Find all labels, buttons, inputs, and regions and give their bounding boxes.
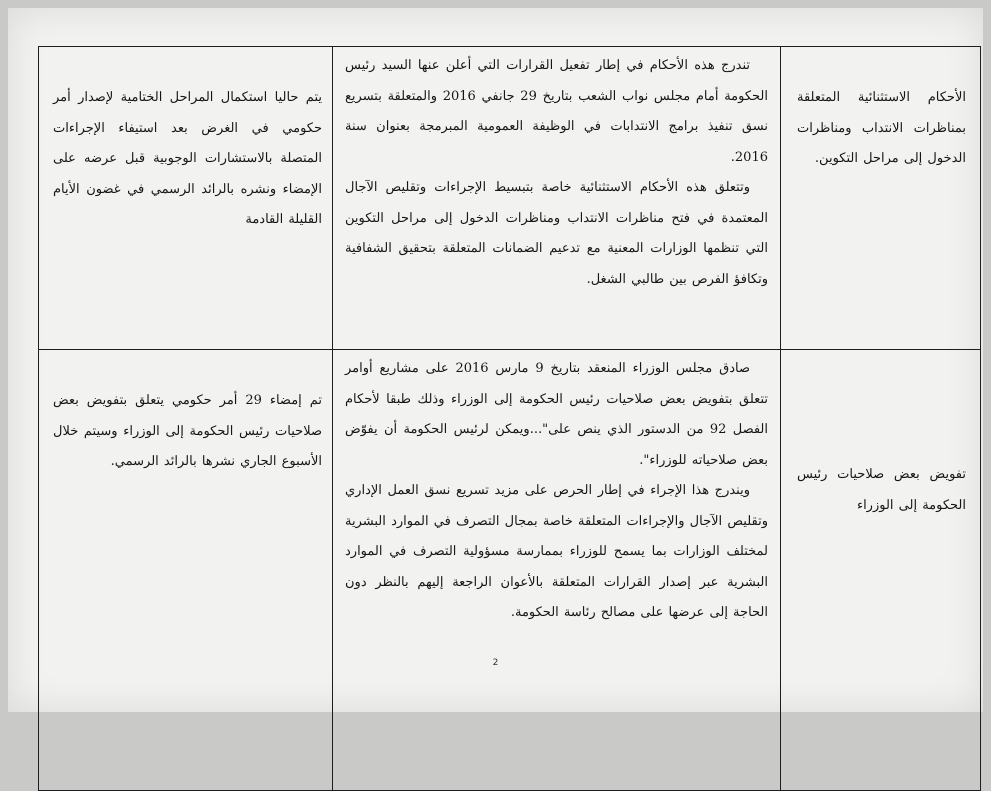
measure-paragraph: صادق مجلس الوزراء المنعقد بتاريخ 9 مارس 2016 على مشاريع أوامر تتعلق بتفويض بعض صلاحيات رئيس الحكومة إلى الوزراء وذلك طبقا لأحكام الفصل 92 من الدستور الذي ينص على"...ويمكن لرئيس الحكومة أن يفوّض بعض صلاحياته للوزراء".: [345, 361, 768, 468]
measures-table: [38, 46, 981, 791]
measure-content-cell: [333, 47, 781, 350]
page-number: 2: [492, 658, 499, 668]
measure-status-cell: [39, 350, 333, 791]
measure-status-cell: [39, 47, 333, 350]
table-row: [39, 47, 981, 350]
document-page: [8, 8, 983, 712]
measure-paragraph: وتتعلق هذه الأحكام الاستثنائية خاصة بتبسيط الإجراءات وتقليص الآجال المعتمدة في فتح مناظرات الانتداب ومناظرات الدخول إلى مراحل التكوين التي تنظمها الوزارات المعنية مع تدعيم الضمانات المتعلقة بتحقيق الشفافية وتكافؤ الفرص بين طالبي الشغل.: [345, 180, 768, 287]
measure-status: تم إمضاء 29 أمر حكومي يتعلق بتفويض بعض صلاحيات رئيس الحكومة إلى الوزراء وسيتم خلال الأسبوع الجاري نشرها بالرائد الرسمي.: [53, 393, 322, 469]
measure-status: يتم حاليا استكمال المراحل الختامية لإصدار أمر حكومي في الغرض بعد استيفاء الإجراءات المتصلة بالاستشارات الوجوبية قبل عرضه على الإمضاء ونشره بالرائد الرسمي في غضون الأيام القليلة القادمة: [53, 90, 322, 227]
measure-content-cell: [333, 350, 781, 791]
table-row: [39, 350, 981, 791]
measure-topic-cell: [781, 47, 981, 350]
measure-topic: الأحكام الاستثنائية المتعلقة بمناظرات الانتداب ومناظرات الدخول إلى مراحل التكوين.: [797, 90, 966, 166]
measure-paragraph: ويندرج هذا الإجراء في إطار الحرص على مزيد تسريع نسق العمل الإداري وتقليص الآجال والإجراءات المتعلقة خاصة بمجال التصرف في الموارد البشرية لمختلف الوزارات بما يسمح للوزراء بممارسة مسؤولية التصرف في الموارد البشرية عبر إصدار القرارات المتعلقة بالأعوان الراجعة إليهم بالنظر دون الحاجة إلى عرضها على مصالح رئاسة الحكومة.: [345, 483, 768, 620]
measure-topic: تفويض بعض صلاحيات رئيس الحكومة إلى الوزراء: [797, 467, 966, 513]
measure-topic-cell: [781, 350, 981, 791]
measure-paragraph: تندرج هذه الأحكام في إطار تفعيل القرارات التي أعلن عنها السيد رئيس الحكومة أمام مجلس نواب الشعب بتاريخ 29 جانفي 2016 والمتعلقة بتسريع نسق تنفيذ برامج الانتدابات في الوظيفة العمومية المبرمجة بعنوان سنة 2016.: [345, 58, 768, 165]
